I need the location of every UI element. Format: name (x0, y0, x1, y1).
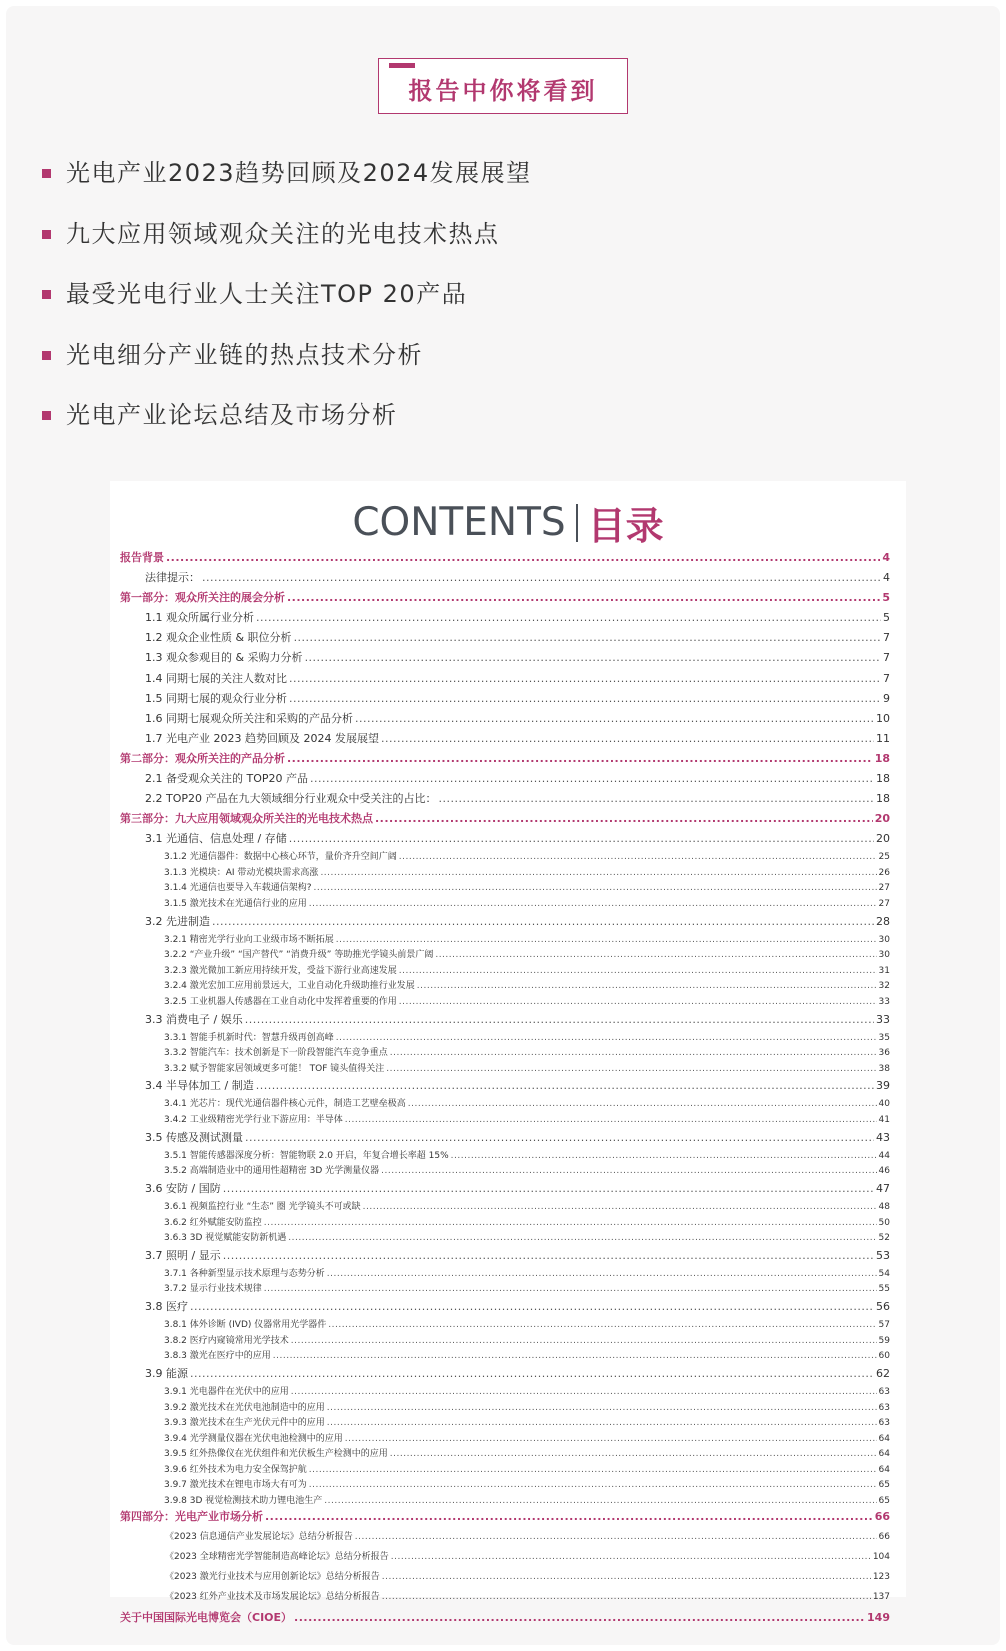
toc-entry-label: 3.1.5 激光技术在光通信行业的应用 (164, 898, 307, 909)
toc-entry (120, 649, 890, 665)
dot-leader (310, 772, 874, 785)
toc-page-number: 46 (878, 1166, 890, 1177)
toc-entry-label: 3.9.3 激光技术在生产光伏元件中的应用 (164, 1418, 325, 1429)
toc-page-number: 36 (878, 1048, 890, 1059)
toc-entry (120, 790, 890, 806)
highlight-item (42, 219, 942, 280)
toc-entry-label: 1.4 同期七展的关注人数对比 (145, 671, 287, 685)
dot-leader (309, 1480, 877, 1490)
dot-leader (399, 852, 877, 862)
toc-entry (120, 1365, 890, 1381)
toc-entry (120, 1129, 890, 1145)
toc-entry-label: 3.9.6 红外技术为电力安全保驾护航 (164, 1464, 307, 1475)
toc-entry (120, 670, 890, 686)
toc-entry (120, 913, 890, 929)
toc-page-number: 55 (878, 1284, 890, 1295)
dot-leader (382, 1592, 871, 1602)
toc-page-number: 32 (878, 981, 890, 992)
toc-page-number: 48 (878, 1202, 890, 1213)
toc-entry-label: 3.6.1 视频监控行业 “生态” 圈 光学镜头不可或缺 (164, 1202, 361, 1213)
toc-page-number: 57 (878, 1320, 890, 1331)
toc-page-number: 20 (876, 832, 890, 846)
dot-leader (390, 1449, 877, 1459)
toc-page-number: 4 (883, 571, 890, 585)
toc-entry-label: 第二部分：观众所关注的产品分析 (120, 751, 285, 765)
dot-leader (324, 1496, 876, 1506)
toc-page-number: 27 (878, 883, 890, 894)
dot-leader (291, 1336, 877, 1346)
toc-entry (120, 896, 890, 909)
toc-title-chinese: 目录 (587, 504, 664, 548)
dot-leader (417, 981, 877, 991)
toc-page-number: 33 (878, 996, 890, 1007)
dot-leader (451, 1151, 877, 1161)
dot-leader (305, 651, 881, 664)
page-background (6, 6, 1000, 1645)
dot-leader (345, 1434, 877, 1444)
toc-page-number: 26 (878, 867, 890, 878)
toc-page-number: 7 (883, 651, 890, 665)
toc-entry (120, 1199, 890, 1212)
toc-entry (120, 830, 890, 846)
dot-leader (202, 571, 881, 584)
toc-page-number: 7 (883, 631, 890, 645)
toc-entry-label: 3.5.2 高端制造业中的通用性超精密 3D 光学测量仪器 (164, 1166, 380, 1177)
toc-heading (110, 495, 906, 548)
toc-entry (120, 1180, 890, 1196)
highlight-item (42, 340, 942, 401)
toc-page-number: 53 (876, 1248, 890, 1262)
toc-page-number: 39 (876, 1079, 890, 1093)
toc-entry (120, 1148, 890, 1161)
toc-entry-label: 3.7.1 各种新型显示技术原理与态势分析 (164, 1268, 325, 1279)
toc-entry-label: 3.2.5 工业机器人传感器在工业自动化中发挥着重要的作用 (164, 996, 397, 1007)
dot-leader (287, 752, 873, 765)
dot-leader (212, 915, 874, 928)
banner-title: 报告中你将看到 (408, 77, 598, 105)
toc-entry (120, 1529, 890, 1542)
dot-leader (391, 1552, 871, 1562)
toc-entry (120, 994, 890, 1007)
toc-entry-label: 第一部分：观众所关注的展会分析 (120, 591, 285, 605)
toc-entry (120, 1096, 890, 1109)
toc-entry (120, 1281, 890, 1294)
toc-entry (120, 730, 890, 746)
toc-entry (120, 1462, 890, 1475)
dot-leader (327, 1403, 877, 1413)
toc-entry (120, 880, 890, 893)
toc-entry-label: 第三部分：九大应用领域观众所关注的光电技术热点 (120, 812, 373, 826)
toc-entry (120, 963, 890, 976)
dot-leader (256, 611, 881, 624)
toc-entry-label: 3.6.3 3D 视觉赋能安防新机遇 (164, 1233, 287, 1244)
toc-page-number: 18 (876, 771, 890, 785)
toc-entry-label: 3.3 消费电子 / 娱乐 (145, 1012, 243, 1026)
section-banner (378, 58, 628, 114)
toc-page-number: 30 (878, 934, 890, 945)
toc-page-number: 40 (878, 1099, 890, 1110)
dot-leader (439, 792, 875, 805)
toc-entry-label: 3.9 能源 (145, 1367, 188, 1381)
toc-entry-label: 2.1 备受观众关注的 TOP20 产品 (145, 771, 308, 785)
toc-page-number: 5 (882, 591, 890, 605)
toc-entry-label: 3.8.1 体外诊断 (IVD) 仪器常用光学器件 (164, 1320, 327, 1331)
toc-entry-label: 3.9.5 红外热像仪在光伏组件和光伏板生产检测中的应用 (164, 1449, 388, 1460)
toc-page-number: 50 (878, 1217, 890, 1228)
toc-page-number: 28 (876, 914, 890, 928)
toc-page-number: 9 (883, 691, 890, 705)
toc-entry-label: 1.7 光电产业 2023 趋势回顾及 2024 发展展望 (145, 731, 379, 745)
dot-leader (288, 1233, 876, 1243)
square-bullet-icon (42, 290, 51, 299)
toc-page-number: 104 (872, 1551, 890, 1562)
dot-leader (264, 1284, 877, 1294)
toc-entry (120, 1589, 890, 1602)
toc-entry-label: 1.3 观众参观目的 & 采购力分析 (145, 651, 303, 665)
toc-entry-label: 《2023 全球精密光学智能制造高峰论坛》总结分析报告 (165, 1551, 389, 1562)
table-of-contents (110, 481, 906, 1624)
toc-page-number: 27 (878, 898, 890, 909)
toc-entry-label: 3.1.4 光通信也要导入车载通信架构? (164, 883, 312, 894)
toc-page-number: 44 (878, 1150, 890, 1161)
dot-leader (166, 551, 880, 564)
toc-page-number: 52 (878, 1233, 890, 1244)
toc-entry (120, 1446, 890, 1459)
highlight-item (42, 400, 942, 461)
toc-entry (120, 1112, 890, 1125)
toc-page-number: 5 (883, 611, 890, 625)
dot-leader (289, 672, 881, 685)
dot-leader (190, 1367, 874, 1380)
toc-entry (120, 947, 890, 960)
dot-leader (381, 732, 874, 745)
toc-entry (120, 1247, 890, 1263)
toc-entry-label: 3.4.2 工业级精密光学行业下游应用：半导体 (164, 1115, 343, 1125)
toc-entry-label: 关于中国国际光电博览会（CIOE） (120, 1610, 293, 1624)
toc-entry-label: 3.6.2 红外赋能安防监控 (164, 1217, 262, 1228)
toc-page-number: 30 (878, 950, 890, 961)
toc-entry (120, 1493, 890, 1506)
toc-page-number: 56 (876, 1300, 890, 1314)
toc-entry-label: 3.8.3 激光在医疗中的应用 (164, 1351, 271, 1362)
toc-page-number: 33 (876, 1012, 890, 1026)
toc-page-number: 66 (874, 1510, 890, 1524)
square-bullet-icon (42, 411, 51, 420)
highlight-item (42, 279, 942, 340)
banner-accent-bar (389, 63, 415, 68)
dot-leader (265, 1510, 873, 1523)
dot-leader (327, 1418, 877, 1428)
dot-leader (309, 1465, 877, 1475)
toc-entry-label: 3.9.4 光学测量仪器在光伏电池检测中的应用 (164, 1433, 343, 1444)
dot-leader (386, 1064, 876, 1074)
toc-page-number: 41 (878, 1115, 890, 1125)
toc-entry-label: 3.3.1 智能手机新时代：智慧升级再创高峰 (164, 1032, 334, 1043)
highlight-text: 最受光电行业人士关注TOP 20产品 (66, 280, 468, 308)
toc-entry-label: 3.2.2 “产业升级” “国产替代” “消费升级” 等助推光学镜头前景广阔 (164, 950, 434, 961)
toc-page-number: 63 (878, 1402, 890, 1413)
toc-entry (120, 1298, 890, 1314)
highlight-text: 光电产业2023趋势回顾及2024发展展望 (66, 159, 532, 187)
dot-leader (320, 868, 876, 878)
toc-page-number: 66 (878, 1531, 890, 1542)
toc-entry-label: 《2023 信息通信产业发展论坛》总结分析报告 (165, 1531, 353, 1542)
toc-page-number: 63 (878, 1418, 890, 1429)
toc-page-number: 60 (878, 1351, 890, 1362)
dot-leader (381, 1166, 876, 1176)
title-divider (576, 504, 578, 542)
toc-page-number: 7 (883, 671, 890, 685)
toc-entry (120, 609, 890, 625)
dot-leader (273, 1351, 877, 1361)
toc-page-number: 25 (878, 852, 890, 863)
dot-leader (399, 997, 877, 1007)
dot-leader (245, 1013, 874, 1026)
toc-page-number: 31 (878, 965, 890, 976)
toc-entry-label: 3.9.8 3D 视觉检测技术助力锂电池生产 (164, 1495, 323, 1506)
dot-leader (309, 899, 877, 909)
toc-entry (120, 1045, 890, 1058)
toc-entry (120, 1384, 890, 1397)
dot-leader (382, 1572, 871, 1582)
toc-page-number: 47 (876, 1182, 890, 1196)
toc-page-number: 63 (878, 1387, 890, 1398)
dot-leader (223, 1249, 874, 1262)
toc-entry (120, 1215, 890, 1228)
toc-page-number: 18 (876, 792, 890, 806)
dot-leader (287, 591, 880, 604)
toc-entry-label: 3.3.2 智能汽车：技术创新是下一阶段智能汽车竞争重点 (164, 1048, 388, 1059)
toc-entry-label: 报告背景 (120, 551, 164, 564)
toc-entry-label: 法律提示： (145, 571, 200, 585)
toc-section-entry (120, 589, 890, 605)
toc-entry (120, 978, 890, 991)
dot-leader (264, 1218, 877, 1228)
toc-entry-label: 1.1 观众所属行业分析 (145, 611, 254, 625)
toc-entry (120, 690, 890, 706)
dot-leader (336, 1033, 877, 1043)
toc-page-number: 149 (867, 1610, 890, 1624)
toc-entry-label: 3.7.2 显示行业技术规律 (164, 1284, 262, 1295)
toc-page-number: 43 (876, 1130, 890, 1144)
toc-entry-label: 3.4 半导体加工 / 制造 (145, 1079, 254, 1093)
dot-leader (375, 812, 873, 825)
toc-entry (120, 1163, 890, 1176)
toc-title-english: CONTENTS (352, 500, 566, 545)
toc-entry-label: 《2023 激光行业技术与应用创新论坛》总结分析报告 (165, 1571, 380, 1582)
highlight-text: 光电细分产业链的热点技术分析 (66, 340, 423, 369)
toc-entry-label: 3.5 传感及测试测量 (145, 1130, 243, 1144)
toc-page-number: 64 (878, 1464, 890, 1475)
toc-page-number: 64 (878, 1449, 890, 1460)
toc-page-number: 65 (878, 1480, 890, 1491)
toc-entry (120, 1230, 890, 1243)
dot-leader (190, 1300, 874, 1313)
toc-entry (120, 1266, 890, 1279)
toc-section-entry (120, 810, 890, 826)
toc-entry (120, 569, 890, 585)
highlight-text: 九大应用领域观众关注的光电技术热点 (66, 219, 500, 248)
dot-leader (408, 1099, 877, 1109)
dot-leader (289, 832, 874, 845)
toc-entry (120, 1333, 890, 1346)
toc-entry-label: 第四部分：光电产业市场分析 (120, 1510, 263, 1524)
dot-leader (294, 1611, 865, 1624)
toc-entry-label: 2.2 TOP20 产品在九大领域细分行业观众中受关注的占比： (145, 792, 437, 806)
toc-section-entry (120, 1609, 890, 1625)
highlight-text: 光电产业论坛总结及市场分析 (66, 401, 398, 429)
toc-section-entry (120, 750, 890, 766)
toc-entry-label: 3.9.1 光电器件在光伏中的应用 (164, 1387, 289, 1398)
toc-entry (120, 1317, 890, 1330)
toc-page-number: 11 (876, 731, 890, 745)
toc-entry (120, 865, 890, 878)
toc-page-number: 4 (882, 551, 890, 564)
toc-page-number: 10 (876, 711, 890, 725)
dot-leader (245, 1131, 874, 1144)
toc-entry-label: 3.4.1 光芯片：现代光通信器件核心元件，制造工艺壁垒极高 (164, 1099, 406, 1110)
toc-entry-label: 3.9.7 激光技术在锂电市场大有可为 (164, 1480, 307, 1491)
toc-entry (120, 1077, 890, 1093)
toc-entry (120, 1549, 890, 1562)
toc-entry-label: 《2023 红外产业技术及市场发展论坛》总结分析报告 (165, 1591, 380, 1602)
toc-entry-label: 3.8 医疗 (145, 1300, 188, 1314)
toc-entry-label: 3.3.2 赋予智能家居领域更多可能！ TOF 镜头值得关注 (164, 1063, 385, 1074)
square-bullet-icon (42, 351, 51, 360)
highlights-list (42, 158, 942, 461)
toc-entry-label: 3.8.2 医疗内窥镜常用光学技术 (164, 1335, 289, 1346)
toc-entry (120, 1011, 890, 1027)
toc-section-entry (120, 1508, 890, 1524)
toc-page-number: 64 (878, 1433, 890, 1444)
toc-page-number: 137 (872, 1591, 890, 1602)
square-bullet-icon (42, 169, 51, 178)
toc-entry-label: 3.1.3 光模块：AI 带动光模块需求高涨 (164, 867, 319, 878)
dot-leader (327, 1269, 877, 1279)
dot-leader (355, 712, 874, 725)
dot-leader (314, 883, 877, 893)
toc-entry (120, 1400, 890, 1413)
toc-page-number: 62 (876, 1367, 890, 1381)
toc-entry-label: 3.1.2 光通信器件：数据中心核心环节，量价齐升空间广阔 (164, 852, 397, 863)
toc-page-number: 59 (878, 1335, 890, 1346)
dot-leader (390, 1048, 877, 1058)
dot-leader (256, 1079, 874, 1092)
toc-entry (120, 770, 890, 786)
toc-entry-label: 1.2 观众企业性质 & 职位分析 (145, 631, 292, 645)
dot-leader (223, 1182, 874, 1195)
dot-leader (399, 966, 877, 976)
toc-entry (120, 1348, 890, 1361)
toc-entry-label: 3.2 先进制造 (145, 914, 210, 928)
toc-entry (120, 1415, 890, 1428)
highlight-item (42, 158, 942, 219)
dot-leader (345, 1115, 877, 1125)
toc-entry (120, 1061, 890, 1074)
toc-entry-label: 3.1 光通信、信息处理 / 存储 (145, 832, 287, 846)
toc-entry-label: 3.5.1 智能传感器深度分析：智能物联 2.0 开启，年复合增长率超 15% (164, 1150, 449, 1161)
toc-entry (120, 849, 890, 862)
toc-page-number: 123 (872, 1571, 890, 1582)
toc-entry-label: 3.7 照明 / 显示 (145, 1248, 221, 1262)
toc-entry-label: 3.2.4 激光宏加工应用前景远大，工业自动化升级助推行业发展 (164, 981, 415, 992)
toc-entry-label: 3.9.2 激光技术在光伏电池制造中的应用 (164, 1402, 325, 1413)
toc-entry (120, 1477, 890, 1490)
toc-page-number: 18 (874, 751, 890, 765)
toc-page-number: 38 (878, 1063, 890, 1074)
toc-entry (120, 1431, 890, 1444)
toc-entry-label: 3.6 安防 / 国防 (145, 1182, 221, 1196)
dot-leader (328, 1320, 876, 1330)
toc-entry-label: 3.2.1 精密光学行业向工业级市场不断拓展 (164, 934, 334, 945)
toc-page-number: 54 (878, 1268, 890, 1279)
toc-page-number: 35 (878, 1032, 890, 1043)
toc-entry (120, 710, 890, 726)
toc-page-number: 20 (874, 812, 890, 826)
dot-leader (355, 1532, 877, 1542)
toc-entry-label: 1.5 同期七展的观众行业分析 (145, 691, 287, 705)
dot-leader (289, 692, 881, 705)
toc-entry (120, 1030, 890, 1043)
dot-leader (294, 631, 881, 644)
toc-entry (120, 1569, 890, 1582)
dot-leader (291, 1387, 877, 1397)
toc-entry-label: 1.6 同期七展观众所关注和采购的产品分析 (145, 711, 353, 725)
dot-leader (336, 935, 877, 945)
toc-entry-label: 3.2.3 激光微加工新应用持续开发，受益下游行业高速发展 (164, 965, 397, 976)
toc-entry (120, 932, 890, 945)
dot-leader (363, 1202, 877, 1212)
toc-page-number: 65 (878, 1495, 890, 1506)
toc-entry (120, 629, 890, 645)
toc-section-entry (120, 549, 890, 565)
square-bullet-icon (42, 230, 51, 239)
dot-leader (435, 950, 876, 960)
